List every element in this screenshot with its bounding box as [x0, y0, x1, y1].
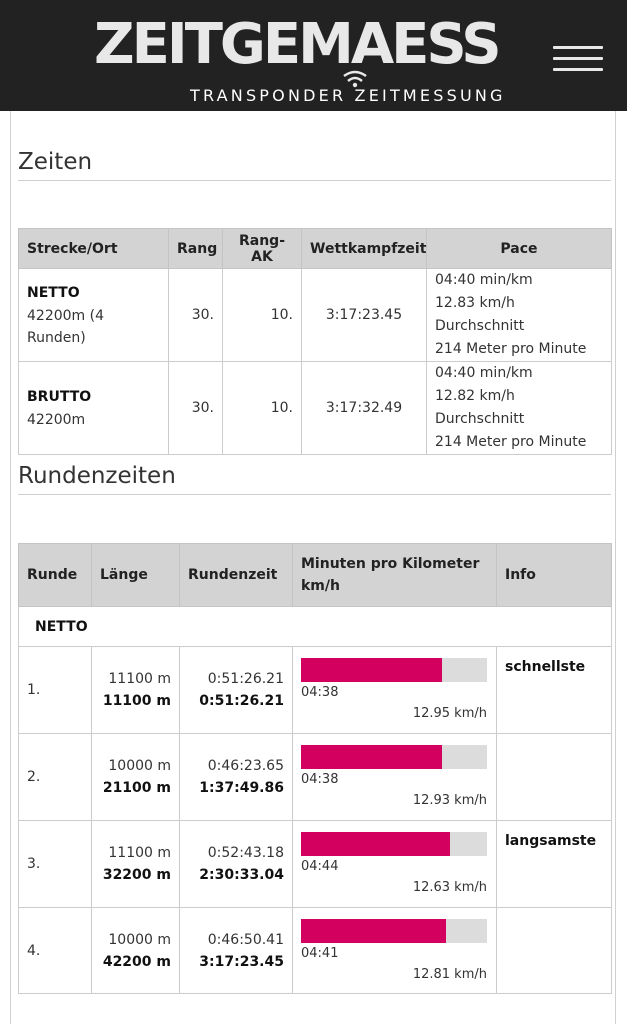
logo[interactable]: [94, 14, 534, 109]
pace-bar-cell: [293, 908, 497, 994]
laenge-value: 10000 m: [108, 758, 171, 774]
strecke-name: BRUTTO: [27, 389, 92, 405]
table-row: [19, 269, 612, 362]
pace-bar-fill: [301, 832, 450, 856]
pace-kmh: 12.83 km/h Durchschnitt: [435, 295, 525, 334]
pace-bar-cell: [293, 647, 497, 734]
table-row: [19, 362, 612, 455]
runde-cell: 2.: [19, 734, 92, 821]
laenge-value: 11100 m: [108, 671, 171, 687]
column-header: [293, 544, 497, 607]
laenge-cell: [92, 647, 180, 734]
info-cell: schnellste: [497, 647, 612, 734]
pace-min-km: 04:41: [301, 945, 339, 961]
rundenzeiten-table: [18, 543, 612, 994]
runde-cell: 3.: [19, 821, 92, 908]
laenge-cell: [92, 908, 180, 994]
pace-bar-fill: [301, 658, 442, 682]
laenge-total: 21100 m: [102, 780, 171, 796]
rundenzeit-value: 0:46:23.65: [207, 758, 284, 774]
logo-tagline: TRANSPONDER ZEITMESSUNG: [190, 86, 506, 105]
rundenzeit-value: 0:51:26.21: [207, 671, 284, 687]
pace-m-min: 214 Meter pro Minute: [435, 341, 587, 357]
section-divider: [18, 494, 611, 495]
pace-kmh: 12.81 km/h: [412, 966, 487, 982]
wettkampfzeit-cell: 3:17:23.45: [302, 269, 427, 362]
table-header-row: [19, 229, 612, 269]
table-header-row: [19, 544, 612, 607]
pace-bar-fill: [301, 745, 442, 769]
pace-kmh: 12.63 km/h: [412, 880, 487, 895]
logo-wordmark: ZEITGEMAESS: [94, 12, 499, 77]
column-header: Runde: [19, 544, 92, 607]
pace-cell: [427, 269, 612, 362]
pace-min-km: 04:40 min/km: [435, 365, 533, 381]
rundenzeit-value: 0:52:43.18: [207, 845, 284, 861]
laenge-value: 11100 m: [108, 845, 171, 861]
pace-bar-track: [301, 745, 487, 769]
column-header-line: Minuten pro Kilometer: [301, 556, 480, 572]
hamburger-line-icon: [553, 46, 603, 49]
section-title-rundenzeiten: Rundenzeiten: [18, 463, 176, 489]
laenge-total: 32200 m: [102, 867, 171, 883]
table-row: [19, 734, 612, 821]
wettkampfzeit-cell: 3:17:32.49: [302, 362, 427, 455]
rundenzeit-total: 0:51:26.21: [199, 693, 284, 709]
rundenzeit-cell: [180, 734, 293, 821]
laenge-total: 42200 m: [102, 953, 171, 970]
rundenzeit-value: 0:46:50.41: [207, 931, 284, 948]
table-row: [19, 821, 612, 908]
hamburger-line-icon: [553, 57, 603, 60]
column-header-line: km/h: [301, 578, 340, 594]
zeiten-table: [18, 228, 612, 455]
laenge-value: 10000 m: [108, 931, 171, 948]
table-row: [19, 908, 612, 994]
column-header: Rundenzeit: [180, 544, 293, 607]
laenge-cell: [92, 734, 180, 821]
table-row: [19, 647, 612, 734]
rang-cell: 30.: [169, 269, 223, 362]
pace-kmh: 12.93 km/h: [412, 793, 487, 808]
column-header: Info: [497, 544, 612, 607]
column-header: Rang-AK: [223, 229, 302, 269]
strecke-sub: 42200m (4 Runden): [27, 308, 104, 346]
info-cell: [497, 734, 612, 821]
column-header: Strecke/Ort: [19, 229, 169, 269]
rang-cell: 30.: [169, 362, 223, 455]
hamburger-menu-button[interactable]: [553, 44, 605, 76]
rundenzeit-cell: [180, 908, 293, 994]
strecke-cell: [19, 269, 169, 362]
rundenzeit-total: 1:37:49.86: [199, 780, 284, 796]
rang-ak-cell: 10.: [223, 269, 302, 362]
pace-kmh: 12.82 km/h Durchschnitt: [435, 388, 525, 427]
runde-cell: 1.: [19, 647, 92, 734]
pace-bar-fill: [301, 919, 446, 943]
pace-kmh: 12.95 km/h: [412, 706, 487, 721]
pace-min-km: 04:38: [301, 685, 339, 700]
site-header: [0, 0, 627, 111]
pace-bar-track: [301, 832, 487, 856]
section-title-zeiten: Zeiten: [18, 149, 93, 175]
rundenzeit-cell: [180, 821, 293, 908]
runde-cell: 4.: [19, 908, 92, 994]
rundenzeit-total: 2:30:33.04: [199, 867, 284, 883]
rang-ak-cell: 10.: [223, 362, 302, 455]
laenge-cell: [92, 821, 180, 908]
rundenzeit-total: 3:17:23.45: [199, 953, 284, 970]
column-header: Wettkampfzeit: [302, 229, 427, 269]
strecke-name: NETTO: [27, 285, 80, 301]
strecke-sub: 42200m: [27, 412, 86, 428]
column-header: Pace: [427, 229, 612, 269]
strecke-cell: [19, 362, 169, 455]
pace-bar-cell: [293, 734, 497, 821]
pace-min-km: 04:38: [301, 772, 339, 787]
rundenzeit-cell: [180, 647, 293, 734]
hamburger-line-icon: [553, 68, 603, 71]
section-divider: [18, 180, 611, 181]
column-header: Rang: [169, 229, 223, 269]
pace-cell: [427, 362, 612, 455]
pace-bar-track: [301, 658, 487, 682]
pace-min-km: 04:44: [301, 859, 339, 874]
laenge-total: 11100 m: [102, 693, 171, 709]
pace-m-min: 214 Meter pro Minute: [435, 434, 587, 450]
pace-bar-cell: [293, 821, 497, 908]
column-header: Länge: [92, 544, 180, 607]
pace-min-km: 04:40 min/km: [435, 272, 533, 288]
info-cell: langsamste: [497, 821, 612, 908]
group-row: [19, 607, 612, 647]
pace-bar-track: [301, 919, 487, 943]
main-content: [10, 111, 616, 1024]
info-cell: [497, 908, 612, 994]
group-label: NETTO: [19, 607, 612, 647]
